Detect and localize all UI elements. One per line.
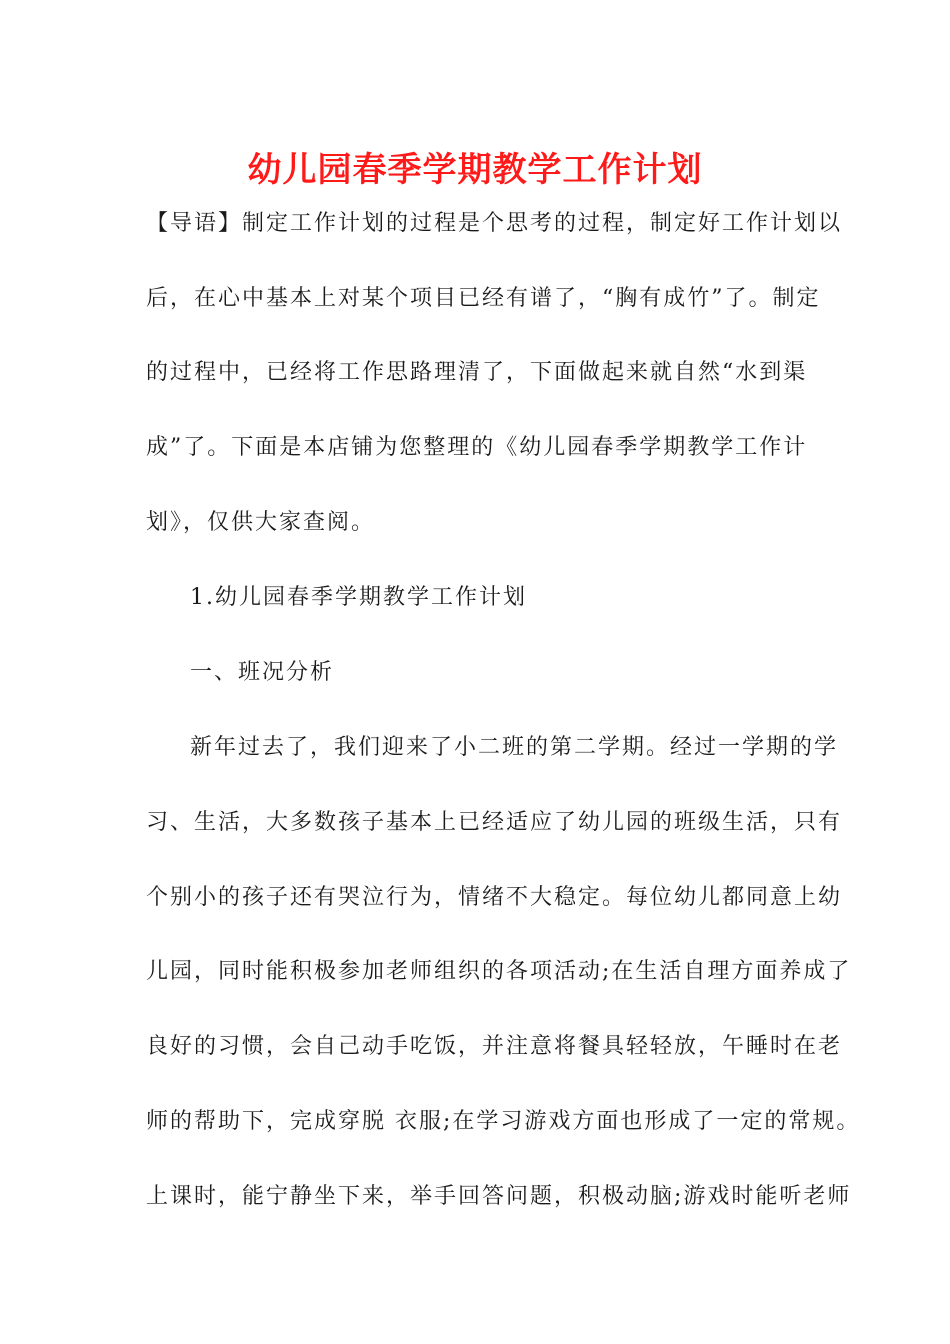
body-line-7: 上课时，能宁静坐下来，举手回答问题，积极动脑;游戏时能听老师 <box>146 1184 852 1209</box>
intro-line-4: 成”了。下面是本店铺为您整理的《幼儿园春季学期教学工作计 <box>146 435 808 460</box>
body-line-5: 良好的习惯，会自己动手吃饭，并注意将餐具轻轻放，午睡时在老 <box>146 1034 843 1059</box>
body-line-2: 习、生活，大多数孩子基本上已经适应了幼儿园的班级生活，只有 <box>146 810 843 835</box>
intro-line-2: 后，在心中基本上对某个项目已经有谱了，“胸有成竹”了。制定 <box>146 286 821 311</box>
section-heading: 1.幼儿园春季学期教学工作计划 <box>190 585 527 610</box>
subsection-heading: 一、班况分析 <box>190 660 335 685</box>
intro-line-5: 划》，仅供大家查阅。 <box>146 510 376 535</box>
intro-line-3: 的过程中，已经将工作思路理清了，下面做起来就自然“水到渠 <box>146 360 808 385</box>
body-line-3: 个别小的孩子还有哭泣行为，情绪不大稳定。每位幼儿都同意上幼 <box>146 885 843 910</box>
body-line-6: 师的帮助下，完成穿脱 衣服;在学习游戏方面也形成了一定的常规。 <box>146 1109 861 1134</box>
body-line-1: 新年过去了，我们迎来了小二班的第二学期。经过一学期的学 <box>190 735 839 760</box>
intro-line-1: 【导语】制定工作计划的过程是个思考的过程，制定好工作计划以 <box>146 211 843 236</box>
body-line-4: 儿园，同时能积极参加老师组织的各项活动;在生活自理方面养成了 <box>146 959 852 984</box>
document-title: 幼儿园春季学期教学工作计划 <box>247 150 703 190</box>
